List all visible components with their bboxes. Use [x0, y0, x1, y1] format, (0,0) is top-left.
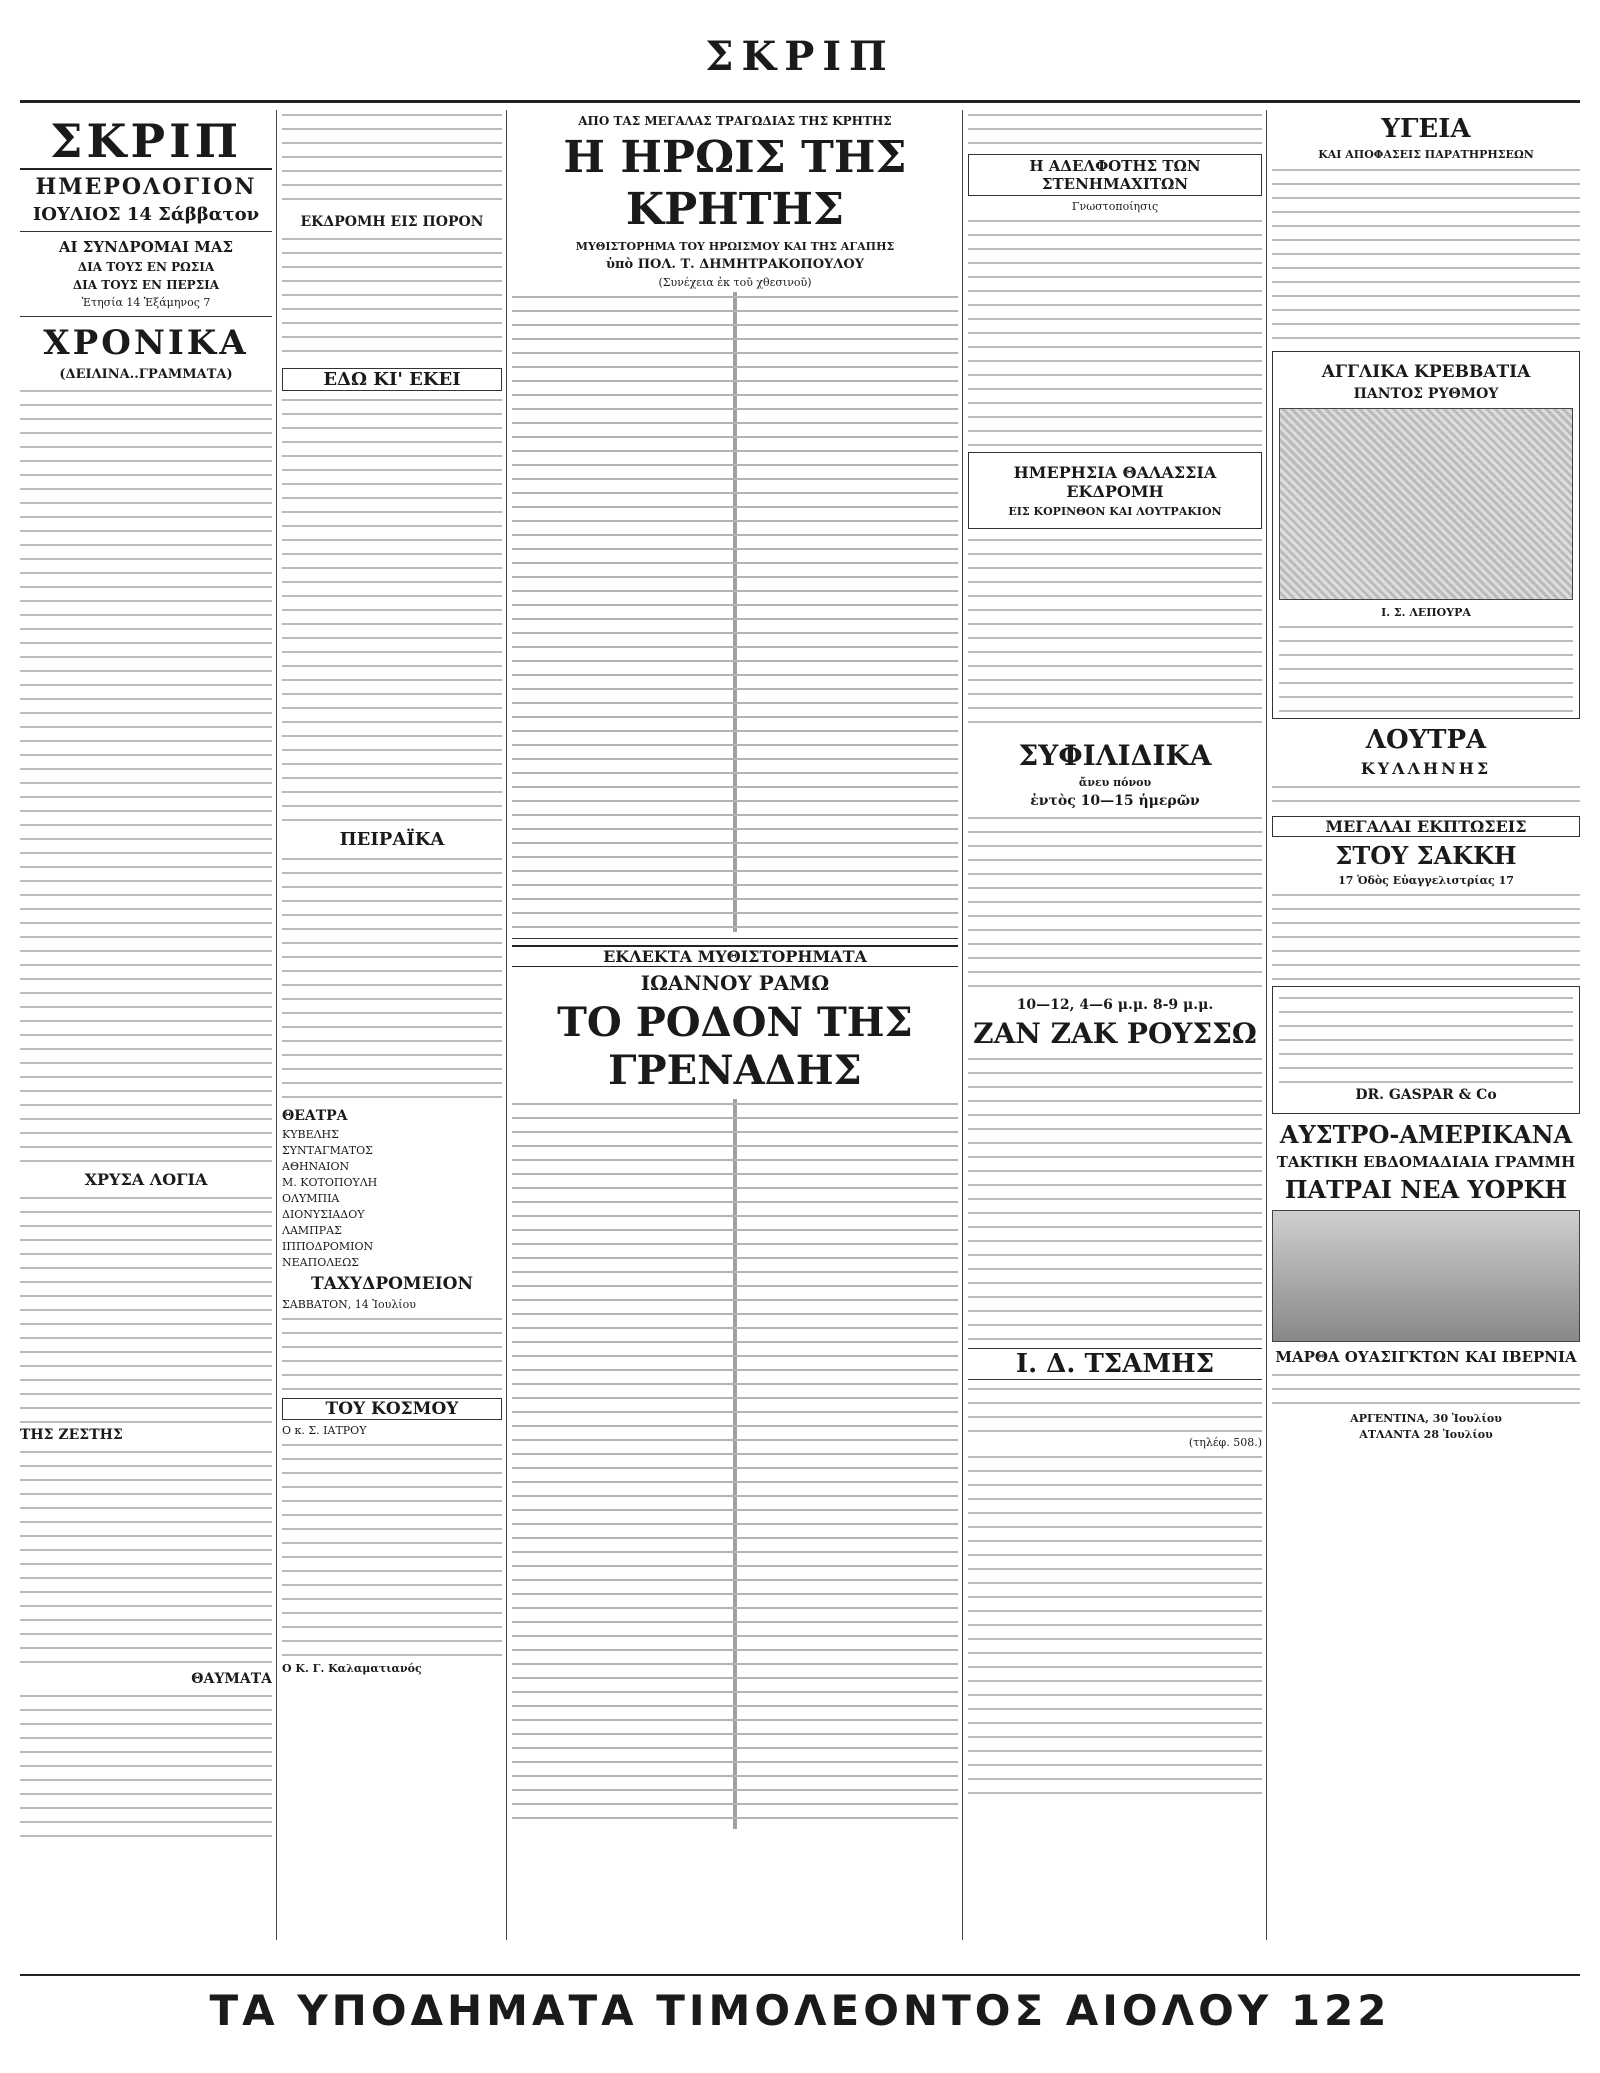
- here-there-body: [282, 395, 502, 825]
- subscriptions-russia: ΔΙΑ ΤΟΥΣ ΕΝ ΡΩΣΙΑ: [77, 260, 215, 274]
- beds-sub: ΠΑΝΤΟΣ ΡΥΘΜΟΥ: [1353, 386, 1499, 402]
- chronicle-subtitle: (ΔΕΙΛΙΝΑ..ΓΡΑΜΜΑΤΑ): [59, 367, 233, 382]
- theatre-item: ΣΥΝΤΑΓΜΑΤΟΣ: [282, 1144, 373, 1157]
- announcement-label: Γνωστοποίησις: [1071, 200, 1159, 213]
- rousseau-title: ΖΑΝ ΖΑΚ ΡΟΥΣΣΩ: [973, 1017, 1257, 1050]
- theatre-item: ΟΛΥΜΠΙΑ: [282, 1192, 340, 1205]
- theatre-item: ΛΑΜΠΡΑΣ: [282, 1224, 342, 1237]
- day-trip-sub: ΕΙΣ ΚΟΡΙΝΘΟΝ ΚΑΙ ΛΟΥΤΡΑΚΙΟΝ: [1008, 505, 1222, 518]
- beds-body: [1279, 622, 1573, 712]
- subscriptions-persia: ΔΙΑ ΤΟΥΣ ΕΝ ΠΕΡΣΙΑ: [72, 278, 220, 292]
- excursion-body: [282, 234, 502, 364]
- syphilis-sub: ἄνευ πόνου: [1078, 776, 1152, 789]
- syphilis-body: [968, 813, 1262, 993]
- health-sub: ΚΑΙ ΑΠΟΦΑΣΕΙΣ ΠΑΡΑΤΗΡΗΣΕΩΝ: [1318, 148, 1534, 161]
- serial-body: [512, 1099, 958, 1829]
- day-trip-ad: [968, 452, 1262, 529]
- column-4: [968, 110, 1262, 1802]
- theatre-item: ΔΙΟΝΥΣΙΑΔΟΥ: [282, 1208, 365, 1221]
- tsamis-title: Ι. Δ. ΤΣΑΜΗΣ: [968, 1348, 1262, 1380]
- world-title: ΤΟΥ ΚΟΣΜΟΥ: [282, 1398, 502, 1420]
- piraeus-title: ΠΕΙΡΑΪΚΑ: [339, 829, 445, 850]
- column-divider: [962, 110, 963, 1940]
- syphilis-days: ἐντὸς 10—15 ἡμερῶν: [1030, 793, 1200, 809]
- tsamis-body: [968, 1384, 1262, 1434]
- continued-note: (Συνέχεια ἐκ τοῦ χθεσινοῦ): [658, 276, 812, 289]
- serial-kicker: ΕΚΛΕΚΤΑ ΜΥΘΙΣΤΟΡΗΜΑΤΑ: [512, 945, 958, 967]
- piraeus-body: [282, 854, 502, 1104]
- shoes-banner: ΤΑ ΥΠΟΔΗΜΑΤΑ ΤΙΜΟΛΕΟΝΤΟΣ ΑΙΟΛΟΥ 122: [20, 1974, 1580, 2046]
- serial-author: ΙΩΑΝΝΟΥ ΡΑΜΩ: [640, 971, 830, 995]
- heat-title: ΤΗΣ ΖΕΣΤΗΣ: [20, 1427, 123, 1443]
- sales-title: ΜΕΓΑΛΑΙ ΕΚΠΤΩΣΕΙΣ: [1272, 816, 1580, 837]
- brothers-title: Η ΑΔΕΛΦΟΤΗΣ ΤΩΝ ΣΤΕΝΗΜΑΧΙΤΩΝ: [968, 154, 1262, 196]
- theatre-item: Μ. ΚΟΤΟΠΟΥΛΗ: [282, 1176, 378, 1189]
- route: ΠΑΤΡΑΙ ΝΕΑ ΥΟΡΚΗ: [1284, 1175, 1568, 1204]
- ship-illustration: [1272, 1210, 1580, 1342]
- theatres-list: [282, 1128, 502, 1270]
- beds-title: ΑΓΓΛΙΚΑ ΚΡΕΒΒΑΤΙΑ: [1321, 362, 1531, 382]
- health-title: ΥΓΕΙΑ: [1381, 114, 1471, 144]
- post-date: ΣΑΒΒΑΤΟΝ, 14 Ἰουλίου: [282, 1298, 416, 1311]
- golden-words-title: ΧΡΥΣΑ ΛΟΓΙΑ: [84, 1170, 208, 1189]
- col4-top-text: [968, 110, 1262, 150]
- col2-top-text: [282, 110, 502, 210]
- col4-bottom-text: [968, 1452, 1262, 1802]
- beds-ad: [1272, 351, 1580, 719]
- chronicle-title: ΧΡΟΝΙΚΑ: [43, 323, 249, 363]
- logo: ΣΚΡΙΠ: [20, 114, 272, 170]
- serial-title: ΤΟ ΡΟΔΟΝ ΤΗΣ ΓΡΕΝΑΔΗΣ: [557, 999, 913, 1094]
- excursion-title: ΕΚΔΡΟΜΗ ΕΙΣ ΠΟΡΟΝ: [300, 214, 484, 230]
- theatre-item: ΚΥΒΕΛΗΣ: [282, 1128, 339, 1141]
- line-title: ΑΥΣΤΡΟ-ΑΜΕΡΙΚΑΝΑ: [1279, 1120, 1573, 1149]
- phone-number: (τηλέφ. 508.): [1188, 1436, 1262, 1449]
- ships-body: [1272, 1370, 1580, 1410]
- newspaper-page: [20, 14, 1580, 2059]
- office-hours: 10—12, 4—6 μ.μ. 8-9 μ.μ.: [1016, 997, 1214, 1013]
- theatre-item: ΑΘΗΝΑΙΟΝ: [282, 1160, 350, 1173]
- day-trip-body: [968, 535, 1262, 735]
- baths-title: ΛΟΥΤΡΑ: [1365, 725, 1487, 755]
- day-trip-title: ΗΜΕΡΗΣΙΑ ΘΑΛΑΣΣΙΑ ΕΚΔΡΟΜΗ: [1013, 463, 1217, 501]
- masthead: [20, 14, 1580, 103]
- theatre-item: ΝΕΑΠΟΛΕΩΣ: [282, 1256, 360, 1269]
- masthead-title: ΣΚΡΙΠ: [705, 33, 895, 80]
- sakki-body: [1272, 890, 1580, 980]
- baths-sub: ΚΥΛΛΗΝΗΣ: [1360, 759, 1492, 778]
- gaspar-ad: [1272, 986, 1580, 1114]
- column-5: [1272, 110, 1580, 1444]
- golden-words-body: [20, 1193, 272, 1423]
- rousseau-body: [968, 1054, 1262, 1344]
- wonders-title: ΘΑΥΜΑΤΑ: [191, 1671, 272, 1687]
- kicker: ΑΠΟ ΤΑΣ ΜΕΓΑΛΑΣ ΤΡΑΓΩΔΙΑΣ ΤΗΣ ΚΡΗΤΗΣ: [578, 114, 892, 128]
- doctor-name: Ο κ. Σ. ΙΑΤΡΟΥ: [282, 1424, 367, 1437]
- calendar-title: ΗΜΕΡΟΛΟΓΙΟΝ: [35, 174, 257, 200]
- column-divider: [506, 110, 507, 1940]
- theatre-item: ΙΠΠΟΔΡΟΜΙΟΝ: [282, 1240, 374, 1253]
- headline: Η ΗΡΩΙΣ ΤΗΣ ΚΡΗΤΗΣ: [563, 132, 907, 235]
- bed-illustration: [1279, 408, 1573, 600]
- column-divider: [1266, 110, 1267, 1940]
- subhead: ΜΥΘΙΣΤΟΡΗΜΑ ΤΟΥ ΗΡΩΙΣΜΟΥ ΚΑΙ ΤΗΣ ΑΓΑΠΗΣ: [575, 240, 895, 253]
- wonders-body: [20, 1691, 272, 1841]
- line-sub: ΤΑΚΤΙΚΗ ΕΒΔΟΜΑΔΙΑΙΑ ΓΡΑΜΜΗ: [1276, 1153, 1576, 1171]
- sakki-address: 17 Ὁδὸς Εὐαγγελιστρίας 17: [1338, 874, 1514, 887]
- story-body: [512, 292, 958, 932]
- column-2: [282, 110, 502, 1678]
- column-divider: [276, 110, 277, 1940]
- post-body: [282, 1314, 502, 1394]
- ships: ΜΑΡΘΑ ΟΥΑΣΙΓΚΤΩΝ ΚΑΙ ΙΒΕΡΝΙΑ: [1275, 1348, 1577, 1366]
- here-there-title: ΕΔΩ ΚΙ' ΕΚΕΙ: [282, 368, 502, 391]
- brothers-body: [968, 216, 1262, 446]
- syphilis-title: ΣΥΦΙΛΙΔΙΚΑ: [1018, 739, 1212, 772]
- date-line: ΙΟΥΛΙΟΣ 14 Σάββατον: [32, 204, 260, 225]
- column-3: [512, 110, 958, 1829]
- post-title: ΤΑΧΥΔΡΟΜΕΙΟΝ: [310, 1274, 474, 1294]
- byline: ὑπὸ ΠΟΛ. Τ. ΔΗΜΗΤΡΑΚΟΠΟΥΛΟΥ: [606, 257, 864, 272]
- subscriptions-title: ΑΙ ΣΥΝΔΡΟΜΑΙ ΜΑΣ: [58, 238, 234, 256]
- column-1: [20, 110, 272, 1841]
- sakki-title: ΣΤΟΥ ΣΑΚΚΗ: [1335, 841, 1517, 870]
- argentina-sailing: ΑΡΓΕΝΤΙΝΑ, 30 Ἰουλίου: [1350, 1412, 1502, 1425]
- chronicle-body: [20, 386, 272, 1166]
- health-body: [1272, 165, 1580, 345]
- baths-body: [1272, 782, 1580, 812]
- atlanta-sailing: ΑΤΛΑΝΤΑ 28 Ἰουλίου: [1359, 1428, 1493, 1441]
- gaspar-body: [1279, 993, 1573, 1083]
- kalamatianos: Ο Κ. Γ. Καλαματιανός: [282, 1662, 422, 1675]
- heat-body: [20, 1447, 272, 1667]
- lepoura-name: Ι. Σ. ΛΕΠΟΥΡΑ: [1381, 606, 1471, 619]
- world-body: [282, 1440, 502, 1660]
- theatres-title: ΘΕΑΤΡΑ: [282, 1108, 348, 1124]
- gaspar-name: DR. GASPAR & Co: [1355, 1087, 1497, 1103]
- subscriptions-annual: Ἐτησία 14 Ἑξάμηνος 7: [81, 296, 211, 309]
